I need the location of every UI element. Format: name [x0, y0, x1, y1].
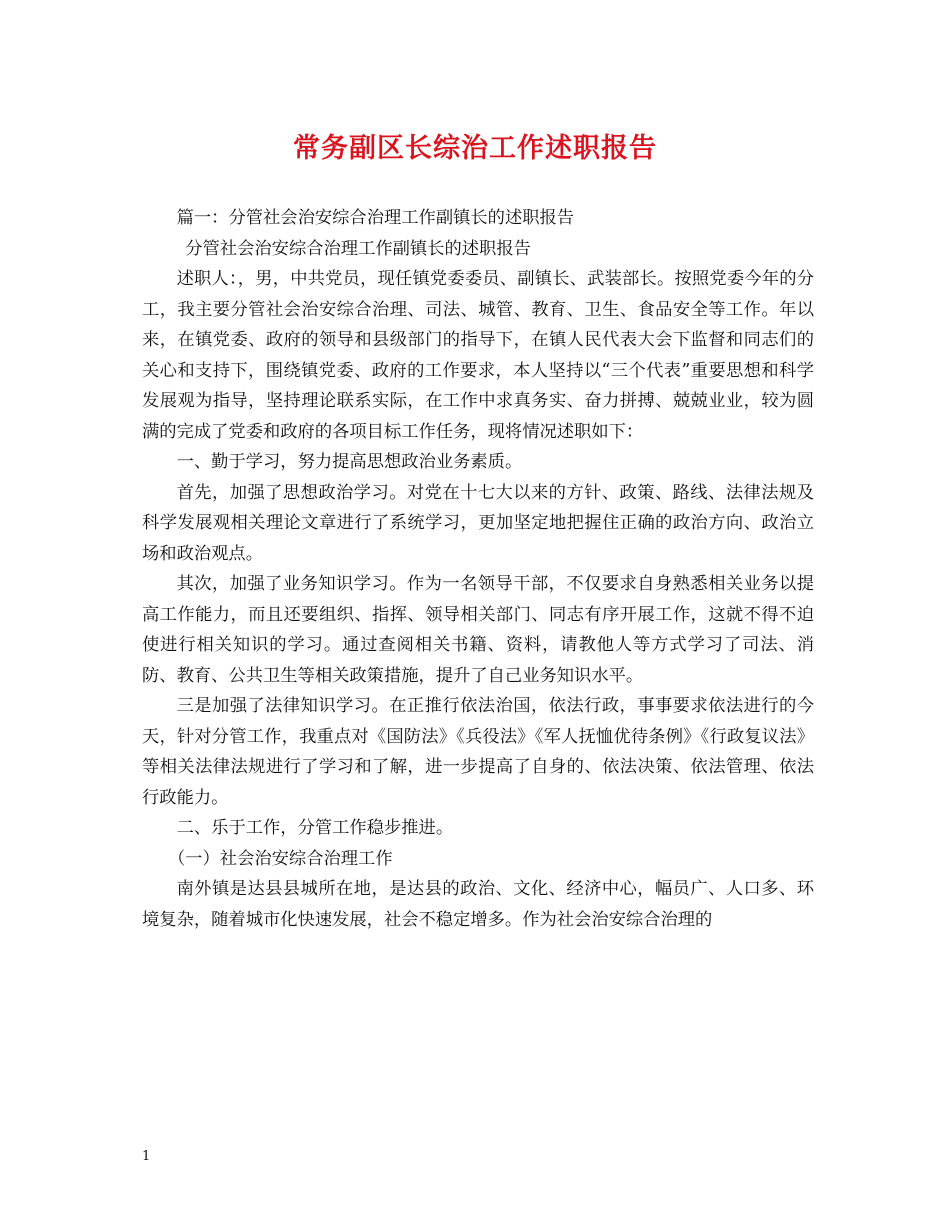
paragraph-chapter-heading: 篇一：分管社会治安综合治理工作副镇长的述职报告 — [176, 208, 575, 228]
paragraph-town-overview: 南外镇是达县县城所在地，是达县的政治、文化、经济中心，幅员广、人口多、环境复杂，随着城市化快速发展，社会不稳定增多。作为社会治安综合治理的 — [142, 879, 814, 930]
document-title: 常务副区长综治工作述职报告 — [293, 133, 657, 164]
paragraph-business-study: 其次，加强了业务知识学习。作为一名领导干部，不仅要求自身熟悉相关业务以提高工作能力，而且还要组织、指挥、领导相关部门、同志有序开展工作，这就不得不迫使进行相关知识的学习。通过查阅相关书籍、资料，请教他人等方式学习了司法、消防、教育、公共卫生等相关政策措施，提升了自己业务知识水平。 — [142, 574, 814, 686]
paragraph-section-one-heading: 一、勤于学习，努力提高思想政治业务素质。 — [176, 452, 523, 472]
paragraph-political-study: 首先，加强了思想政治学习。对党在十七大以来的方针、政策、路线、法律法规及科学发展观相关理论文章进行了系统学习，更加坚定地把握住正确的政治方向、政治立场和政治观点。 — [142, 482, 814, 564]
paragraph-legal-study: 三是加强了法律知识学习。在正推行依法治国，依法行政，事事要求依法进行的今天，针对分管工作，我重点对《国防法》《兵役法》《军人抚恤优待条例》《行政复议法》等相关法律法规进行了学习和了解，进一步提高了自身的、依法决策、依法管理、依法行政能力。 — [142, 696, 814, 808]
paragraph-report-subtitle: 分管社会治安综合治理工作副镇长的述职报告 — [185, 238, 531, 259]
page-number: 1 — [142, 1149, 151, 1164]
document-body — [142, 203, 814, 935]
paragraph-introduction: 述职人：，男，中共党员，现任镇党委委员、副镇长、武装部长。按照党委今年的分工，我主要分管社会治安综合治理、司法、城管、教育、卫生、食品安全等工作。年以来，在镇党委、政府的领导和县级部门的指导下，在镇人民代表大会下监督和同志们的关心和支持下，围绕镇党委、政府的工作要求，本人坚持以“三个代表”重要思想和科学发展观为指导，坚持理论联系实际，在工作中求真务实、奋力拼搏、兢兢业业，较为圆满的完成了党委和政府的各项目标工作任务，现将情况述职如下： — [142, 269, 814, 442]
paragraph-subsection-heading: （一）社会治安综合治理工作 — [167, 848, 393, 869]
paragraph-section-two-heading: 二、乐于工作，分管工作稳步推进。 — [176, 818, 454, 838]
